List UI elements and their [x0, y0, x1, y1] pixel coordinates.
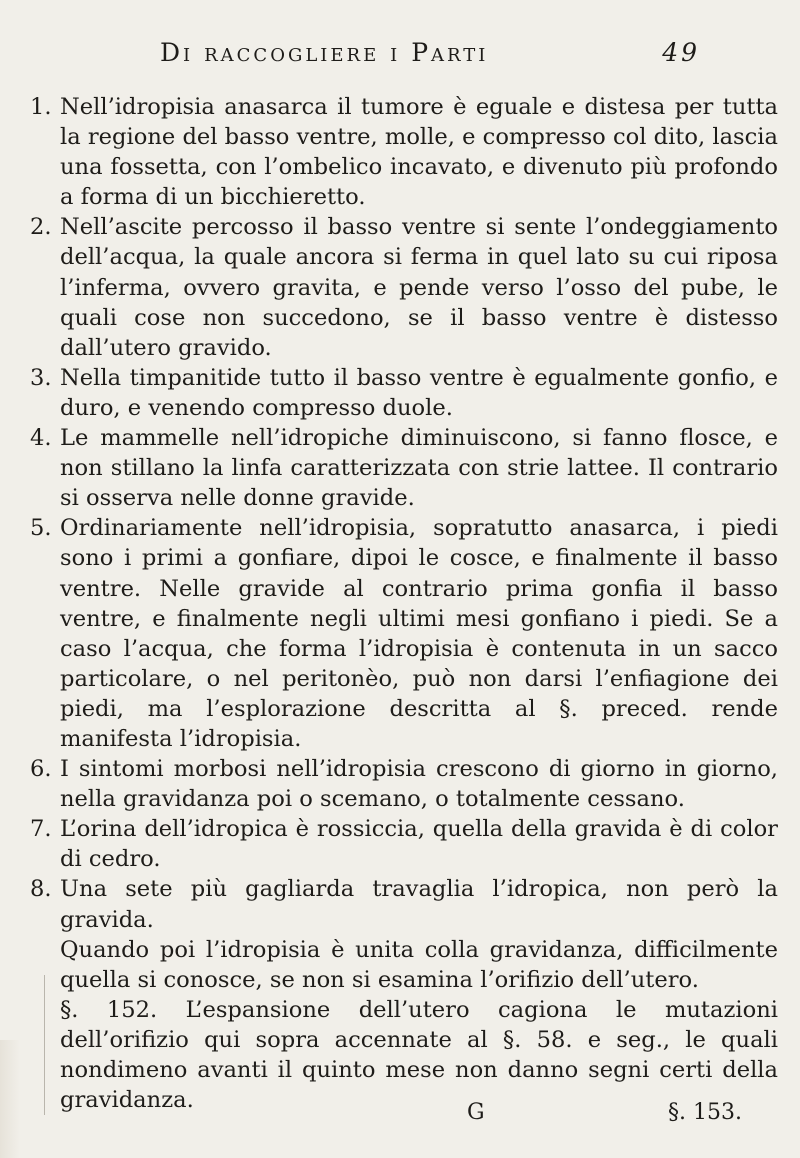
paragraph — [30, 754, 778, 814]
paragraph — [30, 92, 778, 212]
paragraph — [30, 935, 778, 995]
paragraph-number: 7. — [30, 816, 52, 843]
paragraph-text: Nell’idropisia anasarca il tumore è eguale e distesa per tutta la regione del basso ventre, molle, e compresso col dito, lascia una fossetta, con l’ombelico incavato, e divenuto più profondo a forma di un bicchieretto. — [60, 94, 778, 211]
paragraph-text: L’orina dell’idropica è rossiccia, quella della gravida è di color di cedro. — [60, 816, 778, 873]
margin-rule — [44, 975, 45, 1115]
paragraph-text: I sintomi morbosi nell’idropisia crescono di giorno in giorno, nella gravidanza poi o scemano, o totalmente cessano. — [60, 756, 778, 813]
paragraph — [30, 513, 778, 754]
paragraph-text: Quando poi l’idropisia è unita colla gravidanza, difficilmente quella si conosce, se non si esamina l’orifizio dell’utero. — [60, 936, 778, 993]
paragraph-number: 8. — [30, 876, 52, 903]
paragraph-text: Le mammelle nell’idropiche diminuiscono, si fanno flosce, e non stillano la linfa caratterizzata con strie lattee. Il contrario si osserva nelle donne gravide. — [60, 425, 778, 512]
paragraph — [30, 814, 778, 874]
paragraph-number: 2. — [30, 214, 52, 241]
body-text — [30, 92, 778, 1115]
paragraph-number: 5. — [30, 515, 52, 542]
signature-mark: G — [467, 1100, 485, 1125]
running-title: Di raccogliere i Parti — [160, 38, 489, 67]
paragraph-number: 4. — [30, 425, 52, 452]
paragraph — [30, 423, 778, 513]
paragraph-text: Una sete più gagliarda travaglia l’idropica, non però la gravida. — [60, 876, 778, 933]
page-header — [160, 38, 700, 82]
paragraph — [30, 995, 778, 1115]
paragraph-text: Nell’ascite percosso il basso ventre si sente l’ondeggiamento dell’acqua, la quale ancora si ferma in quel lato su cui riposa l’inferma, ovvero gravita, e pende verso l’osso del pube, le quali cose non succedono, se il basso ventre è distesso dall’utero gravido. — [60, 214, 778, 361]
paragraph — [30, 874, 778, 934]
page-edge-shadow — [0, 1040, 20, 1158]
paragraph-number: 3. — [30, 364, 52, 391]
paragraph-number: 1. — [30, 94, 52, 120]
catchword: §. 153. — [668, 1100, 742, 1125]
paragraph — [30, 363, 778, 423]
paragraph-text: Ordinariamente nell’idropisia, sopratutto anasarca, i piedi sono i primi a gonfiare, dipoi le cosce, e finalmente il basso ventre. Nelle gravide al contrario prima gonfia il basso ventre, e finalmente negli ultimi mesi gonfiano i piedi. Se a caso l’acqua, che forma l’idropisia è contenuta in un sacco particolare, o nel peritonèo, può non darsi l’enfiagione dei piedi, ma l’esplorazione descritta al §. preced. rende manifesta l’idropisia. — [60, 515, 778, 752]
page-number: 49 — [662, 38, 700, 67]
paragraph-text: §. 152. L’espansione dell’utero cagiona le mutazioni dell’orifizio qui sopra accennate al §. 58. e seg., le quali nondimeno avanti il quinto mese non danno segni certi della gravidanza. — [60, 996, 778, 1114]
paragraph — [30, 212, 778, 362]
paragraph-text: Nella timpanitide tutto il basso ventre è egualmente gonfio, e duro, e venendo compresso duole. — [60, 364, 778, 421]
paragraph-number: 6. — [30, 756, 52, 783]
